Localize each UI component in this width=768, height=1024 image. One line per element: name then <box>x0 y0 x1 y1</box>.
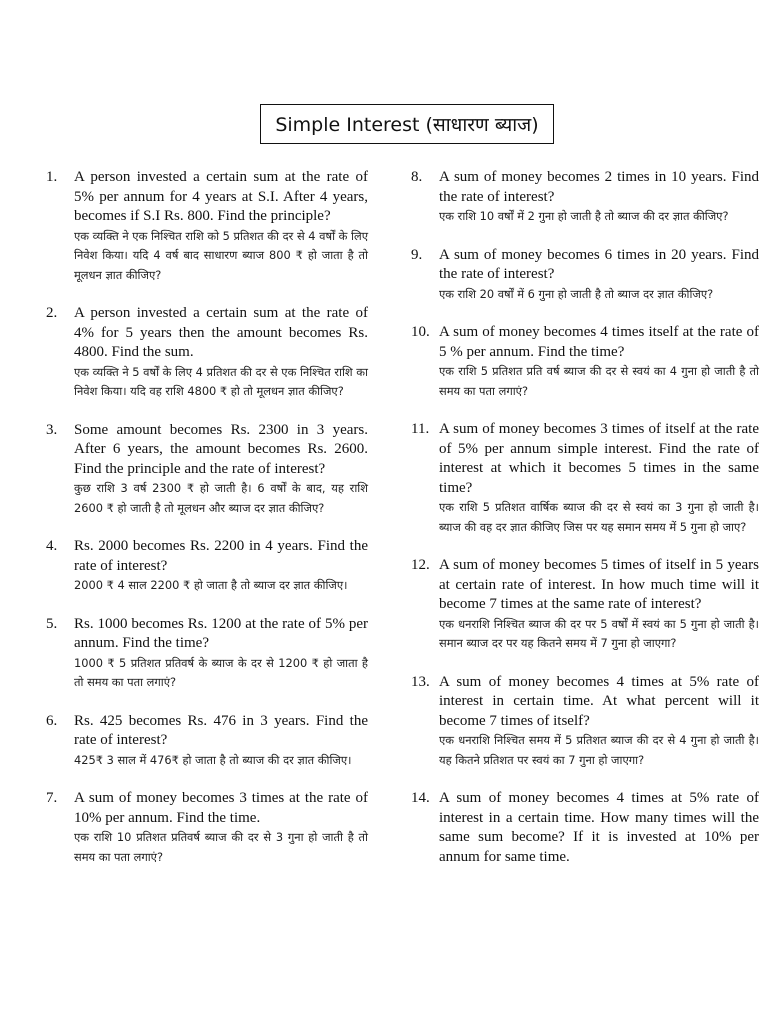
question-number: 7. <box>46 790 58 806</box>
question-text-english: A sum of money becomes 5 times of itself in 5 years at certain rate of interest. In how much time will it become 7 times at the same rate of interest? <box>439 557 759 612</box>
question-body <box>439 323 759 401</box>
question-text-english: A sum of money becomes 3 times of itself at the rate of 5% per annum simple interest. Find the rate of interest at which it becomes 5 times in the same time? <box>439 421 759 496</box>
question-7 <box>46 789 368 867</box>
question-text-english: A sum of money becomes 2 times in 10 years. Find the rate of interest? <box>439 169 759 205</box>
question-text-hindi: कुछ राशि 3 वर्ष 2300 ₹ हो जाती है। 6 वर्षों के बाद, यह राशि 2600 ₹ हो जाती है तो मूलधन और ब्याज दर ज्ञात कीजिए? <box>74 481 368 515</box>
question-body <box>74 615 368 693</box>
question-14 <box>411 789 759 867</box>
question-body <box>439 246 759 305</box>
question-text-english: Some amount becomes Rs. 2300 in 3 years. After 6 years, the amount becomes Rs. 2600. Find the principle and the rate of interest? <box>74 421 368 477</box>
question-text-hindi: एक राशि 5 प्रतिशत वार्षिक ब्याज की दर से स्वयं का 3 गुना हो जाती है। ब्याज की वह दर ज्ञात कीजिए जिस पर यह समान समय में 5 गुना हो जाए? <box>439 500 759 534</box>
question-body <box>439 168 759 227</box>
question-10 <box>411 323 759 401</box>
question-number: 8. <box>411 169 423 185</box>
question-body <box>74 168 368 285</box>
question-body <box>74 789 368 867</box>
question-number: 2. <box>46 305 58 321</box>
question-body <box>74 304 368 402</box>
question-text-english: A sum of money becomes 4 times at 5% rate of interest in certain time. At what percent will it become 7 times of itself? <box>439 673 759 729</box>
question-text-english: A person invested a certain sum at the rate of 5% per annum for 4 years at S.I. After 4 years, becomes if S.I Rs. 800. Find the principle? <box>74 169 368 224</box>
question-text-hindi: एक धनराशि निश्चित समय में 5 प्रतिशत ब्याज की दर से 4 गुना हो जाती है। यह कितने प्रतिशत पर स्वयं का 7 गुना हो जाएगा? <box>439 733 759 767</box>
question-number: 5. <box>46 615 58 632</box>
question-body <box>439 420 759 537</box>
question-text-hindi: 1000 ₹ 5 प्रतिशत प्रतिवर्ष के ब्याज के दर से 1200 ₹ हो जाता है तो समय का पता लगाएं? <box>74 655 368 689</box>
question-5 <box>46 615 368 693</box>
question-text-english: Rs. 425 becomes Rs. 476 in 3 years. Find the rate of interest? <box>74 712 368 748</box>
question-2 <box>46 304 368 402</box>
question-text-hindi: एक राशि 20 वर्षों में 6 गुना हो जाती है तो ब्याज दर ज्ञात कीजिए? <box>439 286 714 301</box>
question-body <box>439 673 759 771</box>
question-9 <box>411 246 759 305</box>
question-11 <box>411 420 759 537</box>
question-number: 6. <box>46 712 58 729</box>
question-text-english: Rs. 2000 becomes Rs. 2200 in 4 years. Find the rate of interest? <box>74 538 368 574</box>
question-text-english: A sum of money becomes 6 times in 20 years. Find the rate of interest? <box>439 246 759 282</box>
page-title: Simple Interest (साधारण ब्याज) <box>260 104 554 144</box>
question-text-hindi: एक धनराशि निश्चित ब्याज की दर पर 5 वर्षों में स्वयं का 5 गुना हो जाती है। समान ब्याज दर पर यह कितने समय में 7 गुना हो जाएगा? <box>439 616 759 650</box>
question-8 <box>411 168 759 227</box>
question-body <box>439 789 759 867</box>
question-body <box>74 421 368 519</box>
question-6 <box>46 712 368 771</box>
question-text-hindi: 425₹ 3 साल में 476₹ हो जाता है तो ब्याज की दर ज्ञात कीजिए। <box>74 752 352 767</box>
question-number: 10. <box>411 324 430 340</box>
question-text-hindi: एक राशि 5 प्रतिशत प्रति वर्ष ब्याज की दर से स्वयं का 4 गुना हो जाती है तो समय का पता लगाएं? <box>439 364 759 398</box>
question-text-english: A person invested a certain sum at the rate of 4% for 5 years then the amount becomes Rs. 4800. Find the sum. <box>74 305 368 360</box>
question-body <box>439 556 759 654</box>
question-number: 3. <box>46 421 58 438</box>
left-column <box>46 168 368 886</box>
question-body <box>74 537 368 596</box>
question-number: 13. <box>411 673 430 690</box>
question-text-english: Rs. 1000 becomes Rs. 1200 at the rate of 5% per annum. Find the time? <box>74 615 368 651</box>
question-number: 12. <box>411 557 430 573</box>
question-text-hindi: एक व्यक्ति ने 5 वर्षों के लिए 4 प्रतिशत की दर से एक निश्चित राशि का निवेश किया। यदि वह राशि 4800 ₹ हो तो मूलधन ज्ञात कीजिए? <box>74 364 368 398</box>
right-column <box>411 168 759 886</box>
question-number: 1. <box>46 169 58 185</box>
question-text-english: A sum of money becomes 4 times at 5% rate of interest in a certain time. How many times will the same sum become? If it is invested at 10% per annum for same time. <box>439 790 759 865</box>
question-12 <box>411 556 759 654</box>
question-3 <box>46 421 368 519</box>
question-4 <box>46 537 368 596</box>
question-body <box>74 712 368 771</box>
question-number: 11. <box>411 421 430 437</box>
question-number: 9. <box>411 246 423 263</box>
question-1 <box>46 168 368 285</box>
question-13 <box>411 673 759 771</box>
question-number: 4. <box>46 538 58 554</box>
question-text-hindi: 2000 ₹ 4 साल 2200 ₹ हो जाता है तो ब्याज दर ज्ञात कीजिए। <box>74 578 348 592</box>
question-text-hindi: एक व्यक्ति ने एक निश्चित राशि को 5 प्रतिशत की दर से 4 वर्षों के लिए निवेश किया। यदि 4 वर्ष बाद साधारण ब्याज 800 ₹ हो जाता है तो मूलधन ज्ञात कीजिए? <box>74 228 368 282</box>
question-text-english: A sum of money becomes 4 times itself at the rate of 5 % per annum. Find the time? <box>439 324 759 360</box>
question-text-english: A sum of money becomes 3 times at the rate of 10% per annum. Find the time. <box>74 790 368 826</box>
question-number: 14. <box>411 790 430 806</box>
question-text-hindi: एक राशि 10 प्रतिशत प्रतिवर्ष ब्याज की दर से 3 गुना हो जाती है तो समय का पता लगाएं? <box>74 830 368 864</box>
question-text-hindi: एक राशि 10 वर्षों में 2 गुना हो जाती है तो ब्याज की दर ज्ञात कीजिए? <box>439 209 729 223</box>
